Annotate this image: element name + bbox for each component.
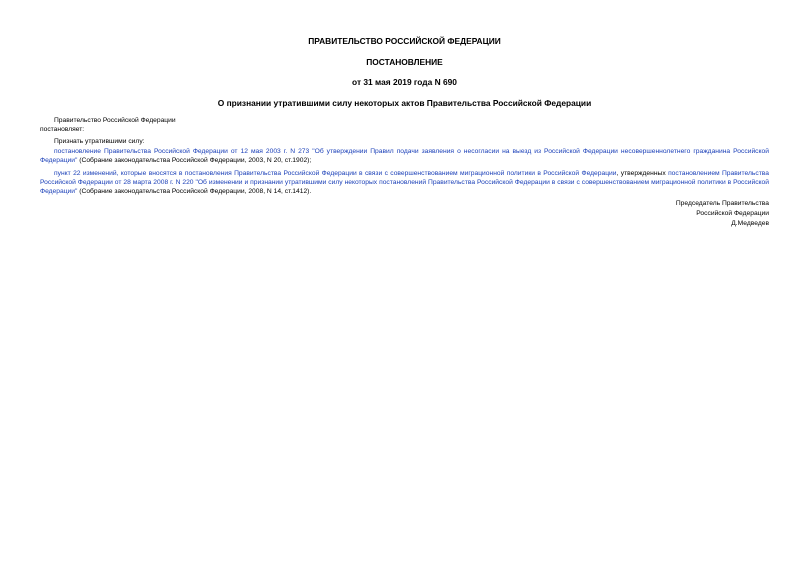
header-doc-type: ПОСТАНОВЛЕНИЕ xyxy=(366,57,443,67)
signature-organization: Российской Федерации xyxy=(696,210,769,217)
link-resolution-273[interactable]: постановление Правительства Российской Федерации от 12 мая 2003 г. N 273 "Об утверждении Правил подачи заявления о несогласии на выезд из Российской Федерации несовершеннолетнего гражданина Российской Федерации" xyxy=(40,148,769,164)
list-item-1 xyxy=(40,147,769,165)
paragraph-recognize: Признать утратившими силу: xyxy=(54,138,145,145)
signature-name: Д.Медведев xyxy=(731,220,769,227)
list-item-2 xyxy=(40,169,769,196)
link-resolution-220[interactable]: постановлением Правительства Российской Федерации от 28 марта 2008 г. N 220 "Об изменении и признании утратившими силу некоторых постановлений Правительства Российской Федерации в связи с совершенствованием миграционной политики в Российской Федерации" xyxy=(40,170,770,195)
list-item-2-mid: , утвержденных xyxy=(616,170,669,177)
paragraph-government: Правительство Российской Федерации xyxy=(54,117,176,124)
list-item-2-source: (Собрание законодательства Российской Федерации, 2008, N 14, ст.1412). xyxy=(77,188,312,195)
paragraph-resolves: постановляет: xyxy=(40,126,85,133)
document-title: О признании утратившими силу некоторых актов Правительства Российской Федерации xyxy=(217,98,592,108)
list-item-1-source: (Собрание законодательства Российской Федерации, 2003, N 20, ст.1902); xyxy=(77,157,312,164)
link-point-22[interactable]: пункт 22 изменений, которые вносятся в постановления Правительства Российской Федерации в связи с совершенствованием миграционной политики в Российской Федерации xyxy=(54,170,617,177)
signature-position: Председатель Правительства xyxy=(675,200,769,207)
header-date: от 31 мая 2019 года N 690 xyxy=(352,77,457,87)
header-government: ПРАВИТЕЛЬСТВО РОССИЙСКОЙ ФЕДЕРАЦИИ xyxy=(308,36,501,46)
